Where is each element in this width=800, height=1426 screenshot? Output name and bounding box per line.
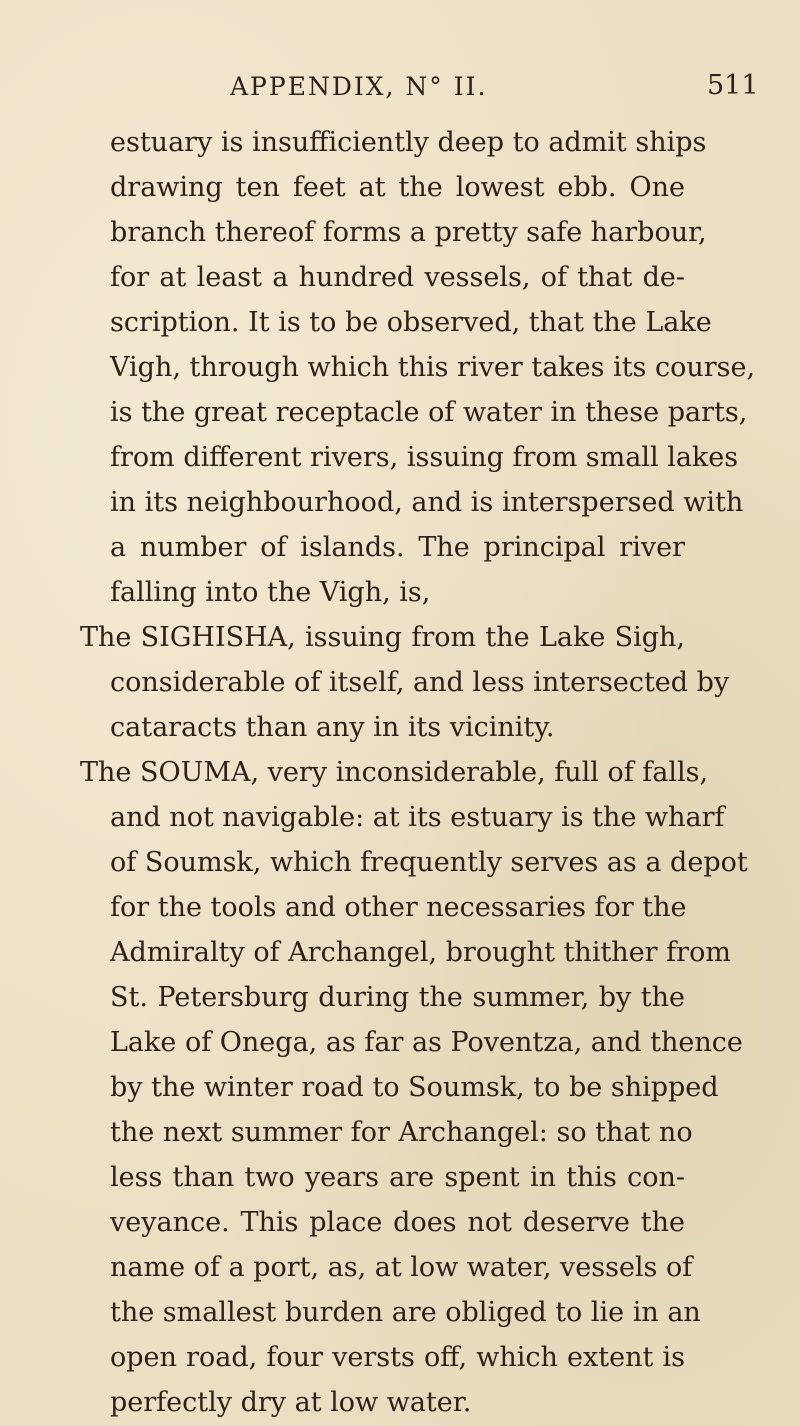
- text-line-23: the next summer for Archangel: so that no: [110, 1117, 693, 1148]
- text-line-19: Admiralty of Archangel, brought thither from: [110, 937, 731, 968]
- text-line-24: less than two years are spent in this con-: [110, 1162, 685, 1193]
- text-line-13: considerable of itself, and less intersected by: [110, 667, 730, 698]
- text-line-26: name of a port, as, at low water, vessels of: [110, 1252, 693, 1283]
- text-line-29: perfectly dry at low water.: [110, 1387, 472, 1418]
- text-line-28: open road, four versts off, which extent is: [110, 1342, 685, 1373]
- text-line-17: of Soumsk, which frequently serves as a depot: [110, 847, 748, 878]
- text-line-20: St. Petersburg during the summer, by the: [110, 982, 685, 1013]
- text-line-6: Vigh, through which this river takes its course,: [110, 352, 756, 383]
- text-line-15: The SOUMA, very inconsiderable, full of falls,: [80, 757, 709, 788]
- text-line-8: from different rivers, issuing from small lakes: [110, 442, 739, 473]
- text-line-2: drawing ten feet at the lowest ebb. One: [110, 172, 685, 203]
- text-line-22: by the winter road to Soumsk, to be shipped: [110, 1072, 719, 1103]
- text-line-27: the smallest burden are obliged to lie in an: [110, 1297, 701, 1328]
- text-line-16: and not navigable: at its estuary is the wharf: [110, 802, 725, 833]
- text-line-1: estuary is insufficiently deep to admit ships: [110, 127, 707, 158]
- text-line-11: falling into the Vigh, is,: [110, 577, 431, 608]
- text-line-21: Lake of Onega, as far as Poventza, and thence: [110, 1027, 743, 1058]
- text-line-14: cataracts than any in its vicinity.: [110, 712, 555, 743]
- text-line-3: branch thereof forms a pretty safe harbour,: [110, 217, 707, 248]
- text-line-7: is the great receptacle of water in these parts,: [110, 397, 748, 428]
- running-title: APPENDIX, N° II.: [230, 72, 488, 101]
- text-line-5: scription. It is to be observed, that the Lake: [110, 307, 712, 338]
- text-line-25: veyance. This place does not deserve the: [110, 1207, 685, 1238]
- text-line-10: a number of islands. The principal river: [110, 532, 685, 563]
- text-line-4: for at least a hundred vessels, of that de-: [110, 262, 685, 293]
- text-line-9: in its neighbourhood, and is interspersed with: [110, 487, 744, 518]
- text-line-18: for the tools and other necessaries for the: [110, 892, 687, 923]
- page-number: 511: [707, 70, 759, 101]
- text-line-12: The SIGHISHA, issuing from the Lake Sigh,: [80, 622, 685, 653]
